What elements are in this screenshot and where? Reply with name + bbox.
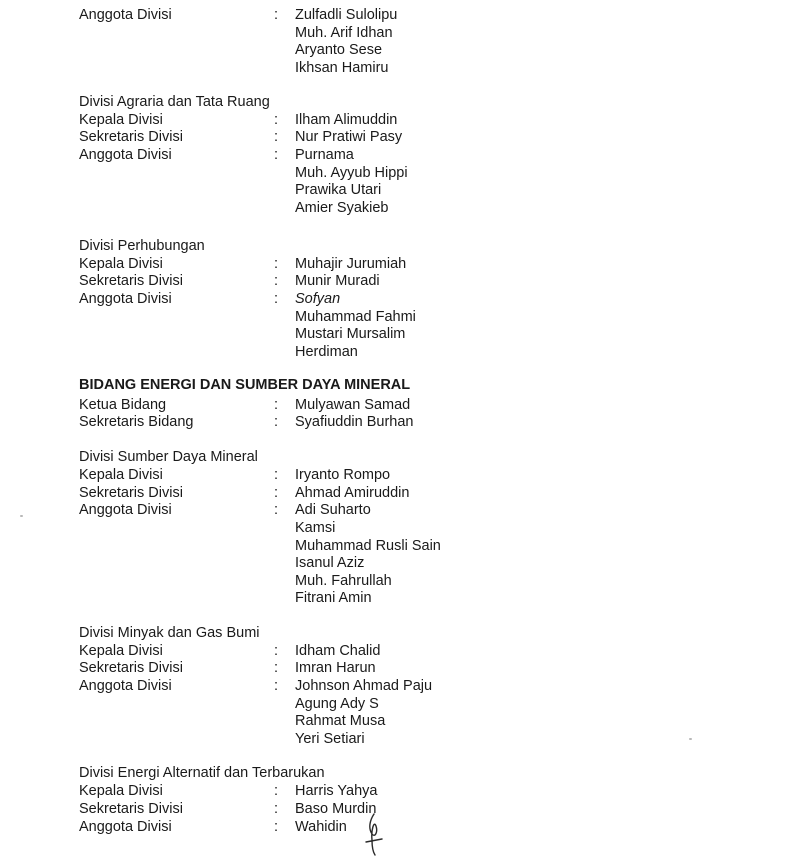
role-label: Kepala Divisi xyxy=(79,112,163,128)
separator: : xyxy=(274,485,279,501)
separator: : xyxy=(274,819,279,835)
member-name: Ahmad Amiruddin xyxy=(295,485,410,501)
member-name: Isanul Aziz xyxy=(295,555,365,571)
separator: : xyxy=(274,783,279,799)
role-label: Anggota Divisi xyxy=(79,7,172,23)
role-label: Ketua Bidang xyxy=(79,397,167,413)
member-name: Rahmat Musa xyxy=(295,713,386,729)
member-name: Adi Suharto xyxy=(295,502,371,518)
member-name: Zulfadli Sulolipu xyxy=(295,7,398,23)
separator: : xyxy=(274,112,279,128)
signature-mark xyxy=(360,812,390,856)
member-name: Yeri Setiari xyxy=(295,731,365,747)
member-name: Muhammad Rusli Sain xyxy=(295,538,441,554)
member-name: Nur Pratiwi Pasy xyxy=(295,129,403,145)
member-name: Aryanto Sese xyxy=(295,42,383,58)
member-name: Purnama xyxy=(295,147,354,163)
separator: : xyxy=(274,129,279,145)
member-name: Muhammad Fahmi xyxy=(295,309,416,325)
role-label: Kepala Divisi xyxy=(79,783,163,799)
division-title: Divisi Perhubungan xyxy=(79,238,205,254)
field-heading: BIDANG ENERGI DAN SUMBER DAYA MINERAL xyxy=(79,377,411,393)
member-name: Johnson Ahmad Paju xyxy=(295,678,433,694)
member-name: Muh. Ayyub Hippi xyxy=(295,165,408,181)
role-label: Kepala Divisi xyxy=(79,467,163,483)
role-label: Sekretaris Bidang xyxy=(79,414,194,430)
role-label: Anggota Divisi xyxy=(79,819,172,835)
member-name: Mustari Mursalim xyxy=(295,326,406,342)
member-name: Imran Harun xyxy=(295,660,376,676)
member-name: Sofyan xyxy=(295,291,341,307)
separator: : xyxy=(274,256,279,272)
role-label: Kepala Divisi xyxy=(79,643,163,659)
member-name: Baso Murdin xyxy=(295,801,377,817)
role-label: Sekretaris Divisi xyxy=(79,485,183,501)
member-name: Kamsi xyxy=(295,520,336,536)
member-name: Idham Chalid xyxy=(295,643,381,659)
member-name: Muh. Arif Idhan xyxy=(295,25,393,41)
member-name: Muh. Fahrullah xyxy=(295,573,392,589)
member-name: Iryanto Rompo xyxy=(295,467,391,483)
member-name: Amier Syakieb xyxy=(295,200,389,216)
division-title: Divisi Minyak dan Gas Bumi xyxy=(79,625,260,641)
role-label: Kepala Divisi xyxy=(79,256,163,272)
separator: : xyxy=(274,467,279,483)
separator: : xyxy=(274,678,279,694)
member-name: Wahidin xyxy=(295,819,347,835)
role-label: Anggota Divisi xyxy=(79,502,172,518)
member-name: Syafiuddin Burhan xyxy=(295,414,414,430)
separator: : xyxy=(274,7,279,23)
member-name: Ikhsan Hamiru xyxy=(295,60,389,76)
separator: : xyxy=(274,291,279,307)
separator: : xyxy=(274,147,279,163)
role-label: Sekretaris Divisi xyxy=(79,273,183,289)
member-name: Mulyawan Samad xyxy=(295,397,411,413)
separator: : xyxy=(274,397,279,413)
division-title: Divisi Sumber Daya Mineral xyxy=(79,449,258,465)
member-name: Ilham Alimuddin xyxy=(295,112,398,128)
division-title: Divisi Energi Alternatif dan Terbarukan xyxy=(79,765,325,781)
scan-speck xyxy=(20,515,23,517)
division-title: Divisi Agraria dan Tata Ruang xyxy=(79,94,270,110)
member-name: Munir Muradi xyxy=(295,273,380,289)
member-name: Agung Ady S xyxy=(295,696,379,712)
role-label: Anggota Divisi xyxy=(79,678,172,694)
separator: : xyxy=(274,414,279,430)
member-name: Herdiman xyxy=(295,344,358,360)
separator: : xyxy=(274,502,279,518)
separator: : xyxy=(274,273,279,289)
scan-speck xyxy=(689,738,692,740)
separator: : xyxy=(274,801,279,817)
role-label: Sekretaris Divisi xyxy=(79,801,183,817)
member-name: Fitrani Amin xyxy=(295,590,372,606)
role-label: Anggota Divisi xyxy=(79,147,172,163)
role-label: Sekretaris Divisi xyxy=(79,129,183,145)
separator: : xyxy=(274,660,279,676)
role-label: Sekretaris Divisi xyxy=(79,660,183,676)
member-name: Muhajir Jurumiah xyxy=(295,256,407,272)
member-name: Prawika Utari xyxy=(295,182,382,198)
member-name: Harris Yahya xyxy=(295,783,378,799)
separator: : xyxy=(274,643,279,659)
role-label: Anggota Divisi xyxy=(79,291,172,307)
